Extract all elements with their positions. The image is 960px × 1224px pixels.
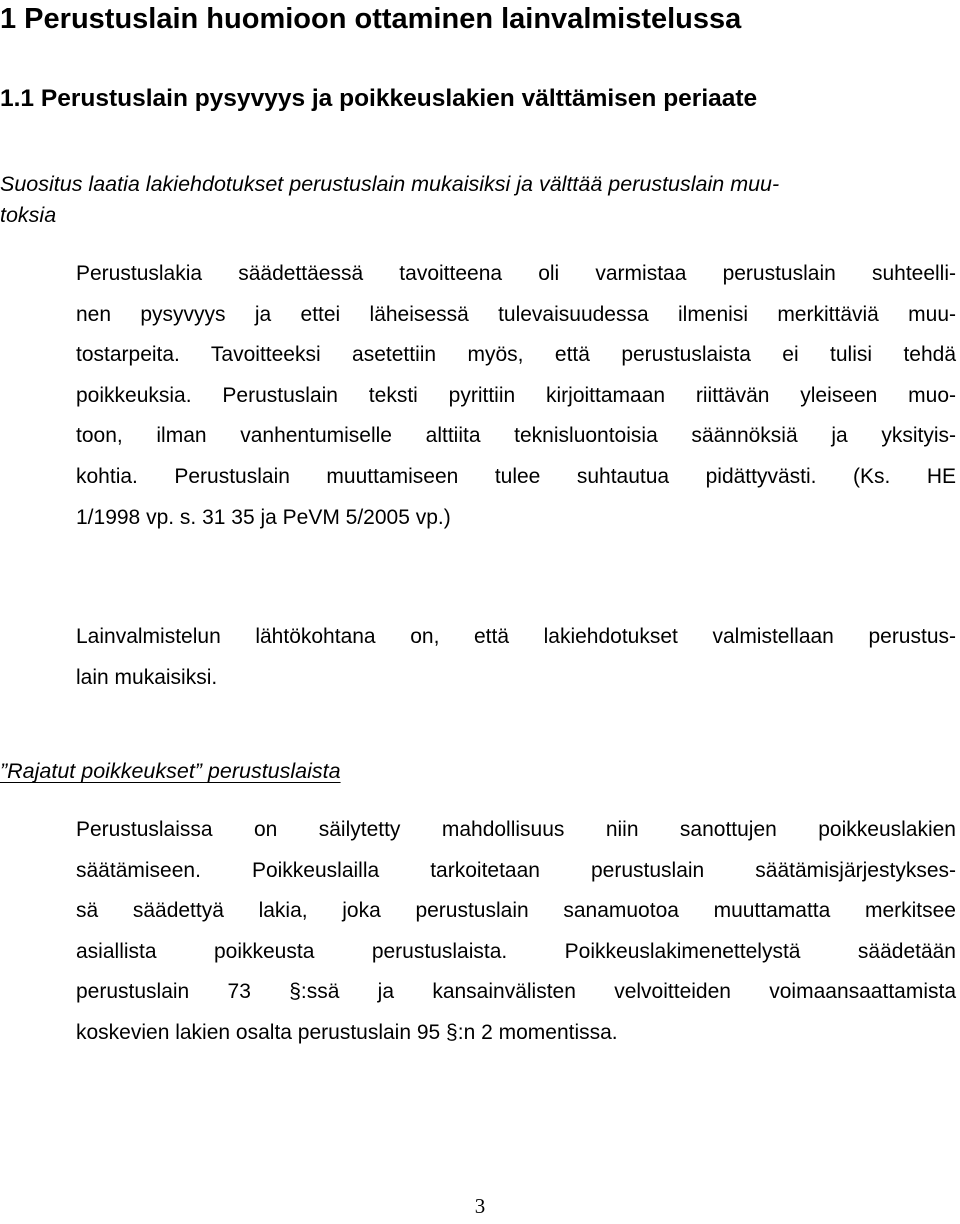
paragraph-starting-point — [76, 617, 956, 698]
subheading-limited-exceptions: ”Rajatut poikkeukset” perustuslaista — [0, 759, 341, 783]
paragraph-line: tostarpeita. Tavoitteeksi asetettiin myös, että perustuslaista ei tulisi tehdä — [76, 343, 956, 367]
paragraph-line: lain mukaisiksi. — [76, 665, 218, 689]
section-heading: 1.1 Perustuslain pysyvyys ja poikkeuslakien välttämisen periaate — [0, 85, 758, 112]
paragraph-line: poikkeuksia. Perustuslain teksti pyrittiin kirjoittamaan riittävän yleiseen muo- — [76, 383, 956, 407]
recommendation-heading — [0, 169, 960, 231]
paragraph-exception-laws — [76, 810, 956, 1054]
paragraph-line: säätämiseen. Poikkeuslailla tarkoitetaan perustuslain säätämisjärjestykses- — [76, 858, 956, 882]
page-number: 3 — [474, 1194, 486, 1218]
recommendation-line: Suositus laatia lakiehdotukset perustuslain mukaisiksi ja välttää perustuslain muu- — [0, 172, 780, 196]
paragraph-line: Perustuslaissa on säilytetty mahdollisuus niin sanottujen poikkeuslakien — [76, 818, 956, 841]
paragraph-line: 1/1998 vp. s. 31 35 ja PeVM 5/2005 vp.) — [76, 505, 451, 529]
paragraph-line: Lainvalmistelun lähtökohtana on, että lakiehdotukset valmistellaan perustus- — [76, 625, 956, 648]
paragraph-line: asiallista poikkeusta perustuslaista. Poikkeuslakimenettelystä säädetään — [76, 939, 956, 963]
paragraph-line: Perustuslakia säädettäessä tavoitteena oli varmistaa perustuslain suhteelli- — [76, 262, 956, 285]
recommendation-line: toksia — [0, 203, 57, 227]
paragraph-line: nen pysyvyys ja ettei läheisessä tulevaisuudessa ilmenisi merkittäviä muu- — [76, 302, 956, 326]
paragraph-stability — [76, 254, 956, 538]
paragraph-line: koskevien lakien osalta perustuslain 95 §:n 2 momentissa. — [76, 1020, 618, 1044]
paragraph-line: perustuslain 73 §:ssä ja kansainvälisten velvoitteiden voimaansaattamista — [76, 980, 956, 1004]
paragraph-line: kohtia. Perustuslain muuttamiseen tulee suhtautua pidättyvästi. (Ks. HE — [76, 464, 956, 488]
main-heading: 1 Perustuslain huomioon ottaminen lainvalmistelussa — [0, 3, 742, 35]
paragraph-line: toon, ilman vanhentumiselle alttiita teknisluontoisia säännöksiä ja yksityis- — [76, 424, 956, 448]
paragraph-line: sä säädettyä lakia, joka perustuslain sanamuotoa muuttamatta merkitsee — [76, 899, 956, 923]
